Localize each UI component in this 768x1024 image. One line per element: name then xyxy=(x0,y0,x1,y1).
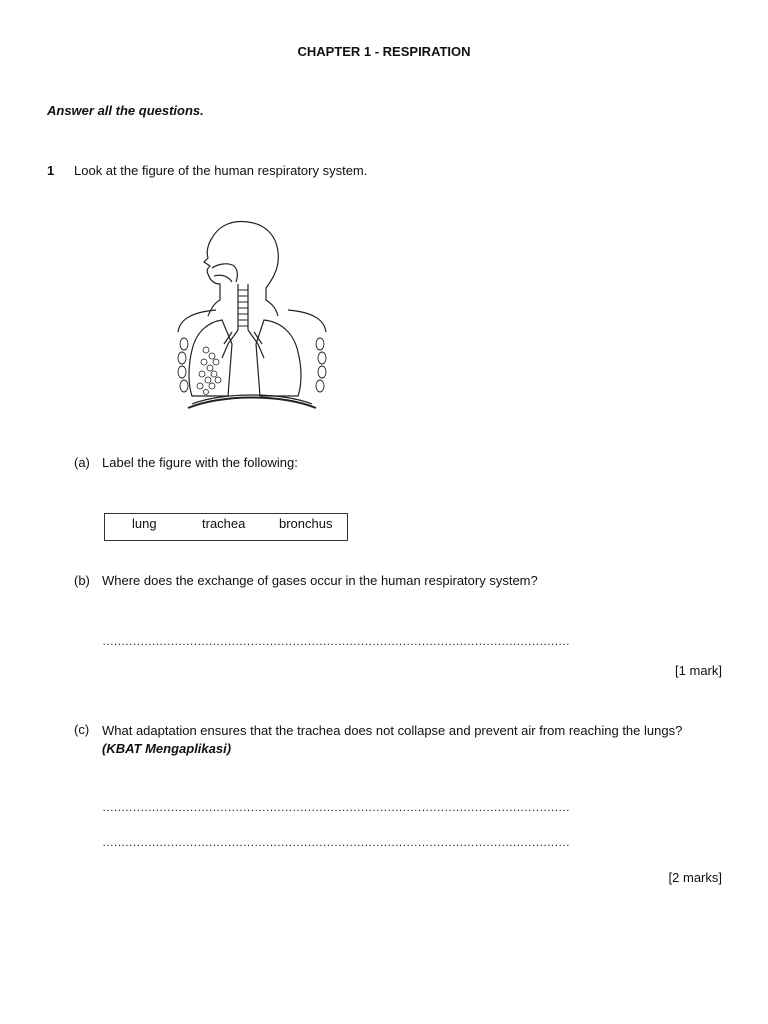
part-b-text: Where does the exchange of gases occur in the human respiratory system? xyxy=(102,573,538,588)
part-b-label: (b) xyxy=(74,573,90,588)
part-a-label: (a) xyxy=(74,455,90,470)
page-title: CHAPTER 1 - RESPIRATION xyxy=(297,44,471,59)
respiratory-system-diagram-icon xyxy=(172,212,332,416)
part-c-marks: [2 marks] xyxy=(668,870,722,885)
part-c-answer-line-1[interactable]: …………………………………………………………………………………………………………… xyxy=(102,800,570,814)
part-c-question: What adaptation ensures that the trachea does not collapse and prevent air from reaching the lungs? xyxy=(102,723,683,738)
part-c-answer-line-2[interactable]: …………………………………………………………………………………………………………… xyxy=(102,835,570,849)
question-number: 1 xyxy=(47,163,55,178)
instruction-text: Answer all the questions. xyxy=(47,103,204,118)
terms-box xyxy=(104,513,348,541)
term-bronchus: bronchus xyxy=(279,516,333,531)
term-trachea: trachea xyxy=(202,516,246,531)
part-b-answer-line[interactable]: …………………………………………………………………………………………………………… xyxy=(102,634,570,648)
term-lung: lung xyxy=(132,516,157,531)
question-stem: Look at the figure of the human respiratory system. xyxy=(74,163,368,178)
part-c-kbat-tag: (KBAT Mengaplikasi) xyxy=(102,741,232,756)
part-c-label: (c) xyxy=(74,722,90,737)
part-c-text xyxy=(102,722,712,758)
part-a-text: Label the figure with the following: xyxy=(102,455,298,470)
part-b-marks: [1 mark] xyxy=(675,663,722,678)
